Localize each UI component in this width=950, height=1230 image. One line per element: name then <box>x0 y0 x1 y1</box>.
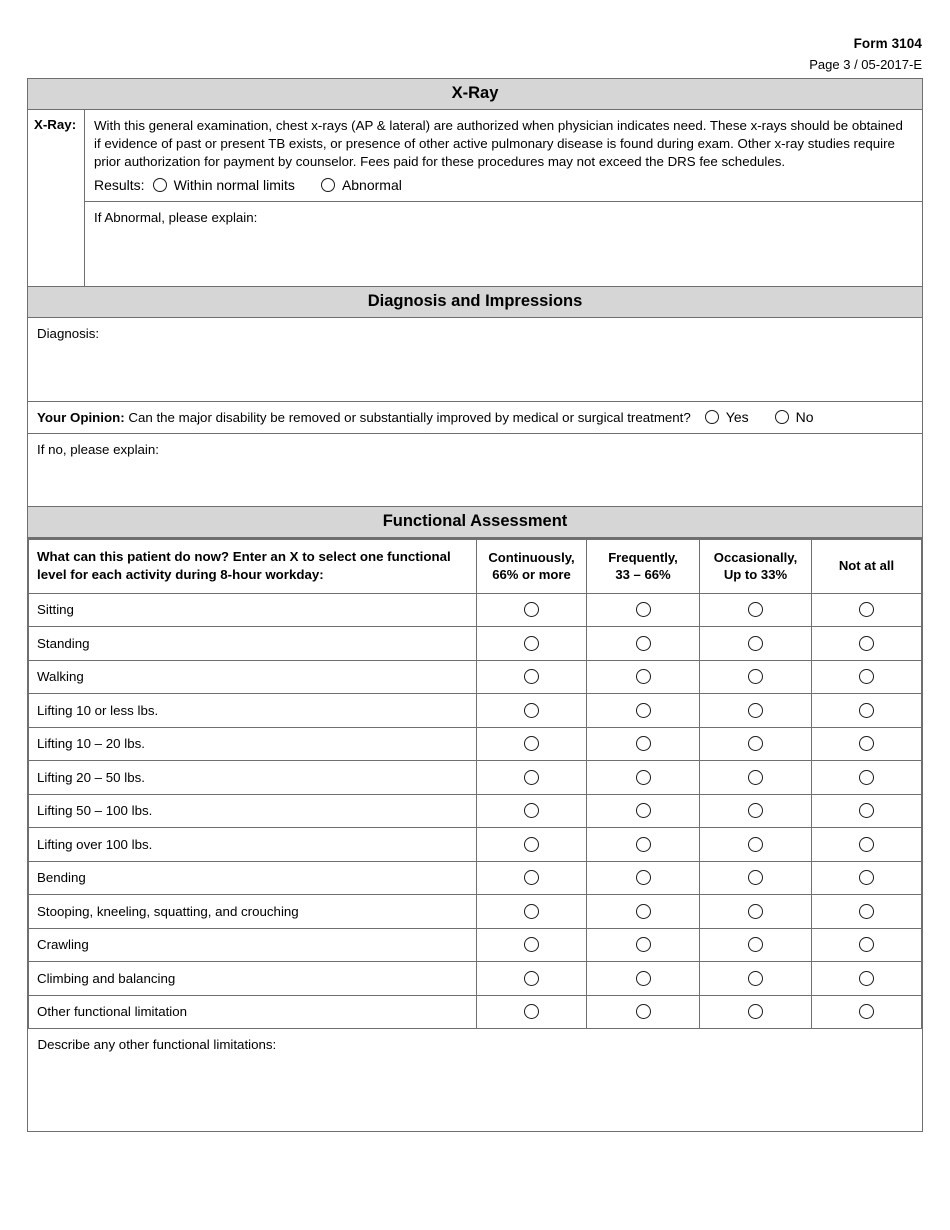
table-row <box>29 962 922 996</box>
diagnosis-field[interactable] <box>28 318 922 402</box>
level-choice-cell[interactable] <box>812 694 922 728</box>
level-choice-cell[interactable] <box>477 928 587 962</box>
radio-unchecked-icon[interactable] <box>859 703 874 718</box>
table-row <box>29 694 922 728</box>
table-row <box>29 660 922 694</box>
radio-unchecked-icon[interactable] <box>859 669 874 684</box>
xray-option-within-normal-limits[interactable] <box>153 177 295 193</box>
activity-label: Crawling <box>29 928 477 962</box>
level-choice-cell[interactable] <box>587 962 700 996</box>
xray-abnormal-explanation-prompt: If Abnormal, please explain: <box>94 210 258 226</box>
your-opinion-text <box>37 410 691 425</box>
opinion-option-label: No <box>795 409 814 426</box>
level-choice-cell[interactable] <box>587 828 700 862</box>
level-choice-cell[interactable] <box>477 895 587 929</box>
radio-unchecked-icon[interactable] <box>748 971 763 986</box>
level-choice-cell[interactable] <box>587 861 700 895</box>
level-choice-cell[interactable] <box>477 593 587 627</box>
radio-unchecked-icon[interactable] <box>524 736 539 751</box>
level-choice-cell[interactable] <box>587 794 700 828</box>
activity-label: Stooping, kneeling, squatting, and crouching <box>29 895 477 929</box>
level-column-header-not-at-all <box>812 540 922 594</box>
table-row <box>29 593 922 627</box>
radio-unchecked-icon[interactable] <box>636 602 651 617</box>
level-choice-cell[interactable] <box>812 660 922 694</box>
radio-unchecked-icon[interactable] <box>636 971 651 986</box>
radio-unchecked-icon[interactable] <box>859 602 874 617</box>
level-choice-cell[interactable] <box>700 828 812 862</box>
level-header-line1: Continuously, <box>488 549 575 565</box>
activity-label: Walking <box>29 660 477 694</box>
level-choice-cell[interactable] <box>587 593 700 627</box>
table-header-row <box>29 540 922 594</box>
level-header-line1: Not at all <box>838 558 895 574</box>
radio-unchecked-icon[interactable] <box>524 971 539 986</box>
table-row <box>29 727 922 761</box>
level-choice-cell[interactable] <box>700 727 812 761</box>
level-choice-cell[interactable] <box>587 995 700 1029</box>
level-choice-cell[interactable] <box>700 895 812 929</box>
describe-limitations-field[interactable] <box>29 1029 922 1131</box>
radio-unchecked-icon[interactable] <box>859 904 874 919</box>
radio-unchecked-icon[interactable] <box>775 410 789 424</box>
level-choice-cell[interactable] <box>700 962 812 996</box>
xray-row <box>28 110 922 286</box>
radio-unchecked-icon[interactable] <box>859 736 874 751</box>
radio-unchecked-icon[interactable] <box>859 971 874 986</box>
xray-results-line <box>85 173 922 202</box>
activity-label: Lifting over 100 lbs. <box>29 828 477 862</box>
activity-column-header: What can this patient do now? Enter an X to select one functional level for each activity during 8-hour workday: <box>29 540 477 594</box>
radio-unchecked-icon[interactable] <box>524 904 539 919</box>
level-choice-cell[interactable] <box>477 828 587 862</box>
table-row <box>29 895 922 929</box>
radio-unchecked-icon[interactable] <box>524 770 539 785</box>
level-choice-cell[interactable] <box>587 928 700 962</box>
radio-unchecked-icon[interactable] <box>524 602 539 617</box>
document-header <box>809 34 922 74</box>
section-header-xray: X-Ray <box>28 79 922 110</box>
diagnosis-prompt: Diagnosis: <box>37 326 100 342</box>
level-column-header-occasionally <box>700 540 812 594</box>
describe-row <box>29 1029 922 1131</box>
level-choice-cell[interactable] <box>812 794 922 828</box>
radio-unchecked-icon[interactable] <box>524 870 539 885</box>
level-choice-cell[interactable] <box>700 794 812 828</box>
level-choice-cell[interactable] <box>477 761 587 795</box>
radio-unchecked-icon[interactable] <box>524 1004 539 1019</box>
if-no-explanation-field[interactable] <box>28 434 922 506</box>
level-column-header-continuously <box>477 540 587 594</box>
level-choice-cell[interactable] <box>477 962 587 996</box>
level-choice-cell[interactable] <box>587 694 700 728</box>
level-choice-cell[interactable] <box>477 794 587 828</box>
radio-unchecked-icon[interactable] <box>748 904 763 919</box>
level-header-line2: 66% or more <box>492 567 571 583</box>
xray-option-label: Abnormal <box>341 177 402 194</box>
radio-unchecked-icon[interactable] <box>748 636 763 651</box>
level-choice-cell[interactable] <box>477 627 587 661</box>
radio-unchecked-icon[interactable] <box>636 803 651 818</box>
radio-unchecked-icon[interactable] <box>636 636 651 651</box>
functional-assessment-table <box>28 539 922 1131</box>
radio-unchecked-icon[interactable] <box>636 1004 651 1019</box>
radio-unchecked-icon[interactable] <box>524 937 539 952</box>
activity-label: Standing <box>29 627 477 661</box>
level-choice-cell[interactable] <box>587 660 700 694</box>
level-choice-cell[interactable] <box>812 761 922 795</box>
radio-unchecked-icon[interactable] <box>321 178 335 192</box>
table-row <box>29 794 922 828</box>
table-row <box>29 861 922 895</box>
activity-label: Climbing and balancing <box>29 962 477 996</box>
level-choice-cell[interactable] <box>700 995 812 1029</box>
level-choice-cell[interactable] <box>700 660 812 694</box>
level-choice-cell[interactable] <box>700 928 812 962</box>
level-column-header-frequently <box>587 540 700 594</box>
page-and-revision: Page 3 / 05-2017-E <box>809 56 922 72</box>
functional-table-body <box>29 593 922 1029</box>
radio-unchecked-icon[interactable] <box>636 703 651 718</box>
describe-limitations-prompt: Describe any other functional limitations: <box>37 1037 277 1053</box>
radio-unchecked-icon[interactable] <box>524 837 539 852</box>
level-choice-cell[interactable] <box>700 761 812 795</box>
functional-table-foot <box>29 1029 922 1131</box>
level-choice-cell[interactable] <box>812 727 922 761</box>
radio-unchecked-icon[interactable] <box>748 703 763 718</box>
xray-option-label: Within normal limits <box>173 177 295 194</box>
xray-results-label: Results: <box>94 177 145 194</box>
radio-unchecked-icon[interactable] <box>859 837 874 852</box>
level-choice-cell[interactable] <box>477 861 587 895</box>
radio-unchecked-icon[interactable] <box>748 1004 763 1019</box>
radio-unchecked-icon[interactable] <box>748 669 763 684</box>
xray-label: X-Ray: <box>34 117 77 132</box>
opinion-option-yes[interactable] <box>705 409 749 425</box>
level-choice-cell[interactable] <box>700 627 812 661</box>
activity-label: Lifting 50 – 100 lbs. <box>29 794 477 828</box>
your-opinion-row <box>28 402 922 434</box>
level-choice-cell[interactable] <box>812 828 922 862</box>
radio-unchecked-icon[interactable] <box>636 870 651 885</box>
table-row <box>29 928 922 962</box>
radio-unchecked-icon[interactable] <box>859 803 874 818</box>
form-body <box>27 78 923 1132</box>
radio-unchecked-icon[interactable] <box>636 669 651 684</box>
table-row <box>29 627 922 661</box>
level-choice-cell[interactable] <box>812 895 922 929</box>
radio-unchecked-icon[interactable] <box>524 703 539 718</box>
table-row <box>29 995 922 1029</box>
level-choice-cell[interactable] <box>812 928 922 962</box>
level-choice-cell[interactable] <box>477 727 587 761</box>
level-choice-cell[interactable] <box>812 593 922 627</box>
activity-label: Bending <box>29 861 477 895</box>
radio-unchecked-icon[interactable] <box>748 736 763 751</box>
xray-option-abnormal[interactable] <box>321 177 402 193</box>
table-row <box>29 828 922 862</box>
radio-unchecked-icon[interactable] <box>859 636 874 651</box>
level-choice-cell[interactable] <box>587 727 700 761</box>
radio-unchecked-icon[interactable] <box>859 870 874 885</box>
radio-unchecked-icon[interactable] <box>859 770 874 785</box>
level-choice-cell[interactable] <box>477 660 587 694</box>
radio-unchecked-icon[interactable] <box>748 937 763 952</box>
xray-instructions: With this general examination, chest x-rays (AP & lateral) are authorized when physician indicates need. These x-rays should be obtained if evidence of past or present TB exists, or presence of other active pulmonary disease is found during exam. Other x-ray studies require prior authorization for payment by counselor. Fees paid for these procedures may not exceed the DRS fee schedules. <box>94 118 903 170</box>
level-choice-cell[interactable] <box>587 895 700 929</box>
table-row <box>29 761 922 795</box>
level-choice-cell[interactable] <box>812 962 922 996</box>
level-header-line2: Up to 33% <box>723 567 788 583</box>
opinion-option-no[interactable] <box>775 409 814 425</box>
level-choice-cell[interactable] <box>587 627 700 661</box>
level-choice-cell[interactable] <box>587 761 700 795</box>
functional-table-head <box>29 540 922 594</box>
level-header-line2: 33 – 66% <box>615 567 671 583</box>
section-header-functional-assessment: Functional Assessment <box>28 506 922 538</box>
radio-unchecked-icon[interactable] <box>859 937 874 952</box>
activity-label: Other functional limitation <box>29 995 477 1029</box>
activity-label: Sitting <box>29 593 477 627</box>
activity-label: Lifting 20 – 50 lbs. <box>29 761 477 795</box>
activity-label: Lifting 10 – 20 lbs. <box>29 727 477 761</box>
radio-unchecked-icon[interactable] <box>636 837 651 852</box>
level-choice-cell[interactable] <box>812 995 922 1029</box>
radio-unchecked-icon[interactable] <box>524 669 539 684</box>
functional-assessment-table-wrap <box>28 538 922 1131</box>
level-choice-cell[interactable] <box>812 861 922 895</box>
xray-abnormal-explanation-field[interactable] <box>85 202 922 286</box>
radio-unchecked-icon[interactable] <box>636 736 651 751</box>
radio-unchecked-icon[interactable] <box>748 770 763 785</box>
if-no-explanation-prompt: If no, please explain: <box>37 442 159 458</box>
radio-unchecked-icon[interactable] <box>153 178 167 192</box>
radio-unchecked-icon[interactable] <box>524 803 539 818</box>
level-choice-cell[interactable] <box>700 593 812 627</box>
radio-unchecked-icon[interactable] <box>748 803 763 818</box>
radio-unchecked-icon[interactable] <box>705 410 719 424</box>
activity-label: Lifting 10 or less lbs. <box>29 694 477 728</box>
level-choice-cell[interactable] <box>700 694 812 728</box>
radio-unchecked-icon[interactable] <box>636 770 651 785</box>
radio-unchecked-icon[interactable] <box>748 837 763 852</box>
radio-unchecked-icon[interactable] <box>636 904 651 919</box>
form-number: Form 3104 <box>853 36 922 51</box>
radio-unchecked-icon[interactable] <box>859 1004 874 1019</box>
your-opinion-label: Your Opinion: <box>37 409 125 425</box>
radio-unchecked-icon[interactable] <box>748 602 763 617</box>
section-header-diagnosis: Diagnosis and Impressions <box>28 286 922 318</box>
your-opinion-question: Can the major disability be removed or substantially improved by medical or surgical treatment? <box>128 409 691 425</box>
level-header-line1: Frequently, <box>608 549 678 565</box>
level-choice-cell[interactable] <box>700 861 812 895</box>
level-choice-cell[interactable] <box>477 694 587 728</box>
radio-unchecked-icon[interactable] <box>524 636 539 651</box>
radio-unchecked-icon[interactable] <box>636 937 651 952</box>
radio-unchecked-icon[interactable] <box>748 870 763 885</box>
level-choice-cell[interactable] <box>477 995 587 1029</box>
level-header-line1: Occasionally, <box>713 549 798 565</box>
xray-content <box>84 110 922 286</box>
level-choice-cell[interactable] <box>812 627 922 661</box>
opinion-option-label: Yes <box>725 409 749 426</box>
